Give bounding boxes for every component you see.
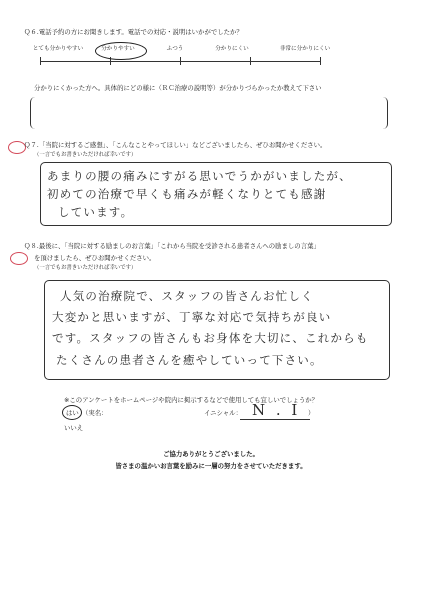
scale-tick [180,57,181,65]
q7-question: Ｑ７.「当院に対するご感想」、「こんなことやってほしい」などございましたら、ぜひお聞かせください。 [24,141,327,149]
consent-yes[interactable]: はい [66,409,79,417]
selection-circle [95,42,147,60]
q7-answer-line: あまりの腰の痛みにすがる思いでうかがいましたが、 [47,169,352,183]
scale-tick [250,57,251,65]
q7-answer-line: しています。 [58,205,134,219]
real-name-label: （実名： [82,409,108,417]
q8-note: （一言でもお書きいただければ幸いです） [34,265,137,271]
consent-question: ※このアンケートをホームページや院内に掲示するなどで使用しても宜しいでしょうか？ [64,396,319,404]
scale-option-normal[interactable]: ふつう [166,46,184,52]
scale-option-very-clear[interactable]: とても分かりやすい [32,46,84,52]
q6-answer-box[interactable] [30,97,388,129]
q8-question-line1: Ｑ８.最後に、「当院に対する励ましのお言葉」「これから当院を受診される患者さんへの励ましの言葉」 [24,242,320,250]
close-paren: ） [308,409,315,417]
consent-no[interactable]: いいえ [64,424,84,432]
q8-answer-line: たくさんの患者さんを癒やしていって下さい。 [56,353,323,367]
scale-option-unclear[interactable]: 分かりにくい [215,46,249,52]
q6-question: Ｑ６.電話予約の方にお聞きします。電話での対応・説明はいかがでしたか？ [24,28,243,36]
q7-note: （一言でもお書きいただければ幸いです） [34,152,137,158]
q8-question-line2: を頂けましたら、ぜひお聞かせください。 [34,254,156,262]
scale-tick [40,57,41,65]
q8-answer-line: です。スタッフの皆さんもお身体を大切に、これからも [52,331,369,345]
q6-followup: 分かりにくかった方へ。具体的にどの様に（ＲＣ治療の説明等）が分かりづらかったか教えて下さい [34,84,322,92]
q8-answer-line: 人気の治療院で、スタッフの皆さんお忙しく [60,289,314,303]
scale-tick [320,57,321,65]
q8-answer-line: 大変かと思いますが、丁寧な対応で気持ちが良い [52,310,332,324]
scale-option-very-unclear[interactable]: 非常に分かりにくい [279,46,331,52]
initial-label: イニシャル： [204,409,242,417]
initial-underline [240,419,310,420]
q7-answer-line: 初めての治療で早くも痛みが軽くなりとても感謝 [47,187,327,201]
closing-message: 皆さまの温かいお言葉を励みに一層の努力をさせていただきます。 [115,462,307,470]
scale-option-clear[interactable]: 分かりやすい [101,46,135,52]
red-check-mark [10,252,28,265]
yes-selection-circle [62,405,82,420]
initial-value: N . I [252,401,301,419]
closing-thanks: ご協力ありがとうございました。 [163,450,259,458]
